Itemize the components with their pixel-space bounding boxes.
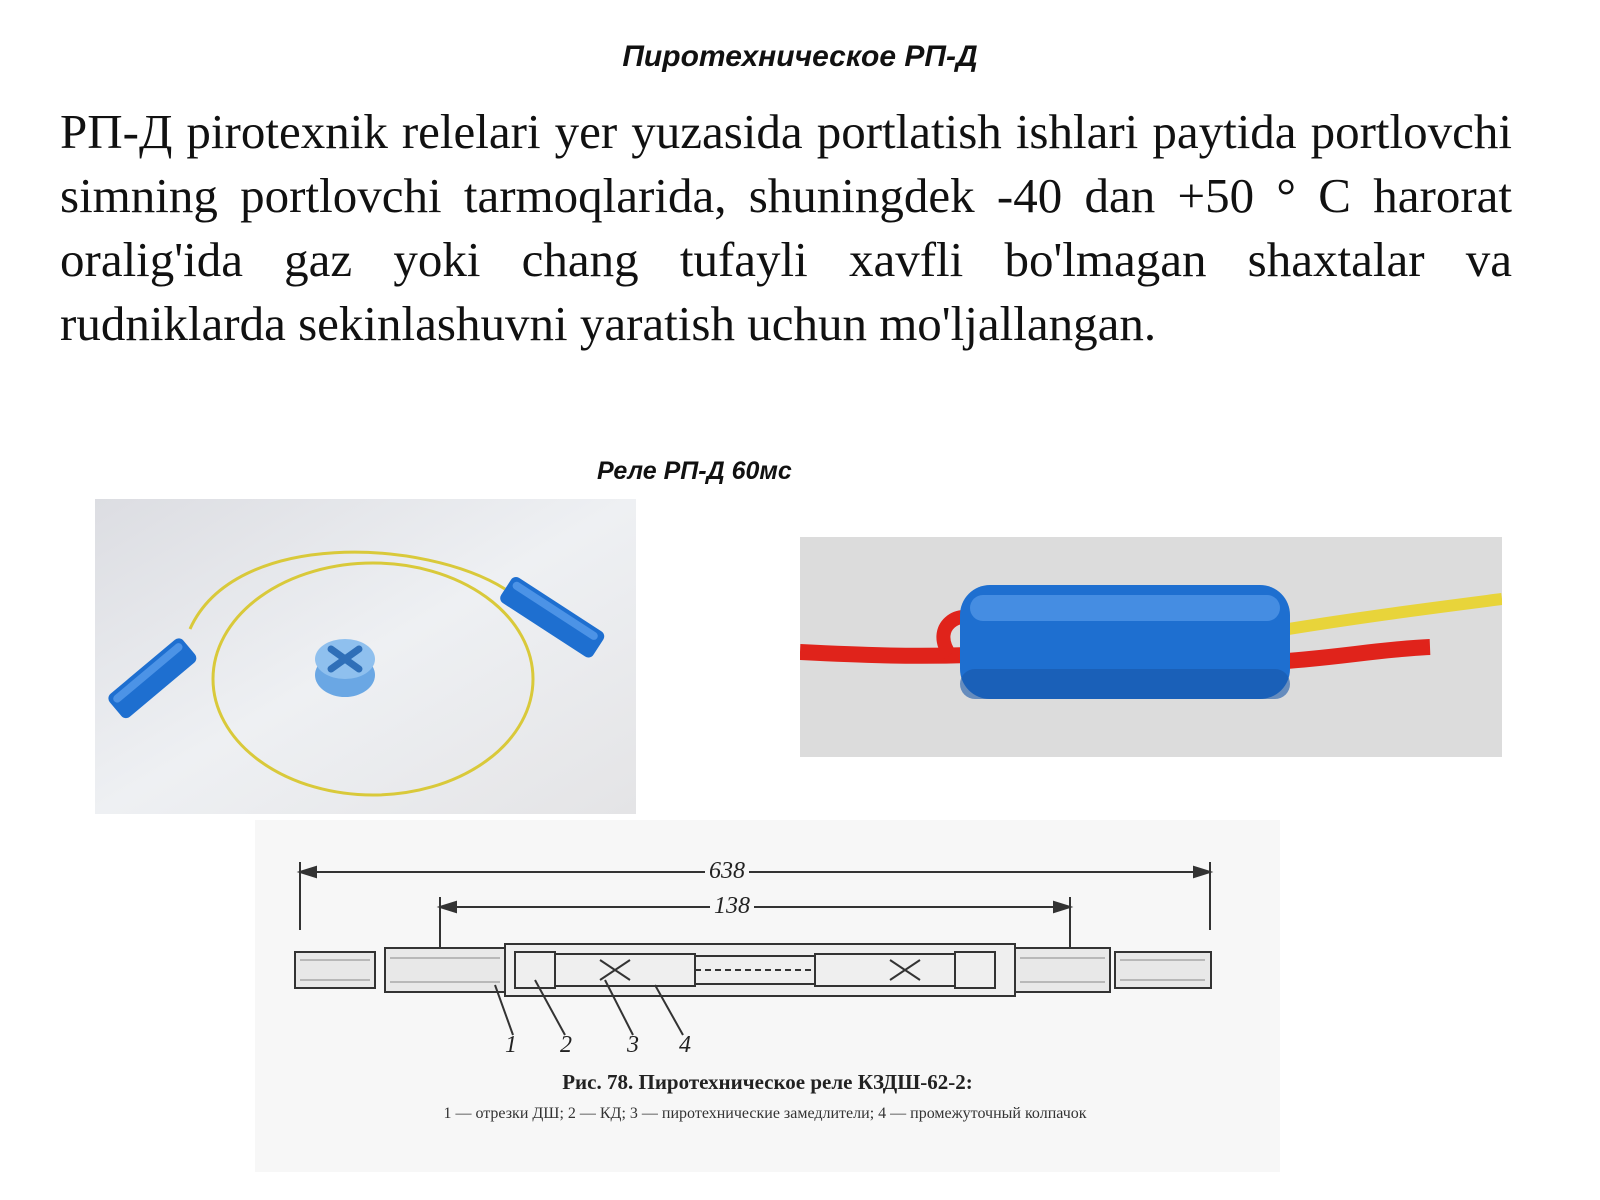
slide-title: Пиротехническое РП-Д <box>622 40 978 73</box>
part-number-label: 2 <box>560 1032 572 1058</box>
relay-technical-drawing <box>255 820 1280 1172</box>
part-number-label: 3 <box>627 1032 639 1058</box>
part-number-label: 4 <box>679 1032 691 1058</box>
figure-legend: 1 — отрезки ДШ; 2 — КД; 3 — пиротехнические замедлители; 4 — промежуточный колпачок <box>443 1105 1087 1122</box>
dimension-overall-label: 638 <box>705 858 749 885</box>
relay-photo-closeup <box>800 537 1502 757</box>
slide-body-text: РП-Д pirotexnik relelari yer yuzasida portlatish ishlari paytida portlovchi simning portlovchi tarmoqlarida, shuningdek -40 dan +50 ° C harorat oralig'ida gaz yoki chang tufayli xavfli bo'lmagan shaxtalar va rudniklarda sekinlashuvni yaratish uchun mo'ljallangan. <box>60 104 1512 351</box>
relay-photo-coiled <box>95 499 636 814</box>
image-caption: Реле РП-Д 60мс <box>597 457 792 485</box>
dimension-inner-label: 138 <box>710 893 754 920</box>
part-number-label: 1 <box>505 1032 517 1058</box>
figure-caption: Рис. 78. Пиротехническое реле КЗДШ-62-2: <box>562 1070 973 1094</box>
